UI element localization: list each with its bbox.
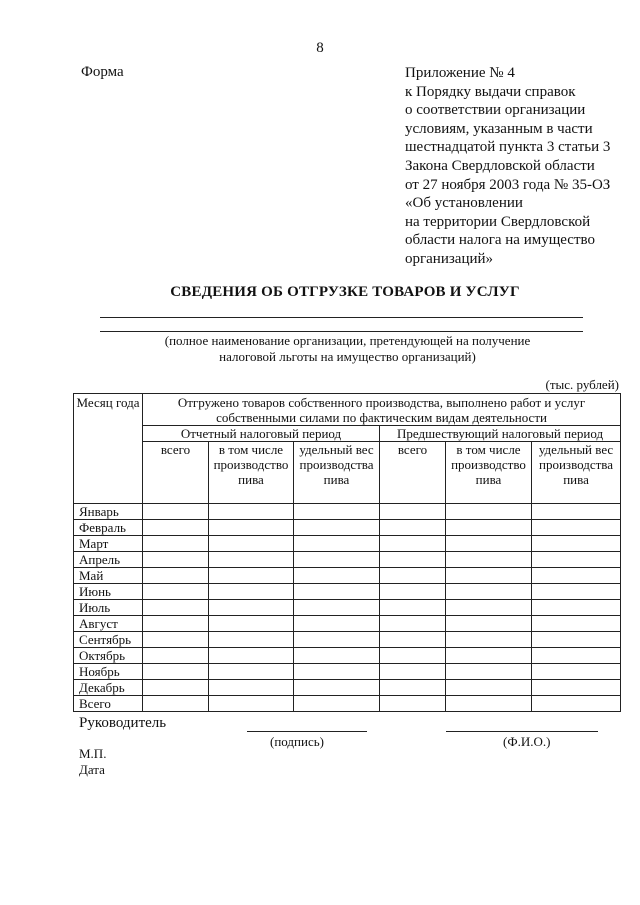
month-cell: Январь xyxy=(74,504,143,520)
table-row xyxy=(74,520,621,536)
header-total: всего xyxy=(143,442,209,504)
value-cell[interactable] xyxy=(143,504,209,520)
value-cell[interactable] xyxy=(294,648,380,664)
value-cell[interactable] xyxy=(143,696,209,712)
month-cell: Сентябрь xyxy=(74,632,143,648)
value-cell[interactable] xyxy=(294,520,380,536)
appendix-line: условиям, указанным в части xyxy=(405,120,593,137)
value-cell[interactable] xyxy=(294,536,380,552)
org-name-caption xyxy=(100,333,595,365)
value-cell[interactable] xyxy=(532,664,621,680)
value-cell[interactable] xyxy=(380,680,446,696)
table-row xyxy=(74,568,621,584)
value-cell[interactable] xyxy=(532,568,621,584)
value-cell[interactable] xyxy=(209,664,294,680)
appendix-line: «Об установлении xyxy=(405,195,523,212)
shipment-table xyxy=(73,393,621,712)
value-cell[interactable] xyxy=(446,680,532,696)
head-label: Руководитель xyxy=(79,715,167,731)
value-cell[interactable] xyxy=(532,520,621,536)
value-cell[interactable] xyxy=(209,584,294,600)
value-cell[interactable] xyxy=(380,504,446,520)
value-cell[interactable] xyxy=(380,552,446,568)
full-name-caption: (Ф.И.О.) xyxy=(503,734,551,749)
value-cell[interactable] xyxy=(380,632,446,648)
value-cell[interactable] xyxy=(294,664,380,680)
value-cell[interactable] xyxy=(209,600,294,616)
table-row-total xyxy=(74,696,621,712)
value-cell[interactable] xyxy=(446,696,532,712)
appendix-line: к Порядку выдачи справок xyxy=(405,83,576,100)
stamp-label: М.П. xyxy=(79,746,107,761)
value-cell[interactable] xyxy=(446,600,532,616)
value-cell[interactable] xyxy=(380,616,446,632)
value-cell[interactable] xyxy=(143,536,209,552)
value-cell[interactable] xyxy=(532,552,621,568)
value-cell[interactable] xyxy=(532,584,621,600)
value-cell[interactable] xyxy=(380,600,446,616)
value-cell[interactable] xyxy=(143,680,209,696)
document-title: СВЕДЕНИЯ ОБ ОТГРУЗКЕ ТОВАРОВ И УСЛУГ xyxy=(170,284,520,300)
value-cell[interactable] xyxy=(143,632,209,648)
value-cell[interactable] xyxy=(143,520,209,536)
value-cell[interactable] xyxy=(143,664,209,680)
table-row xyxy=(74,584,621,600)
value-cell[interactable] xyxy=(380,696,446,712)
month-cell: Июнь xyxy=(74,584,143,600)
value-cell[interactable] xyxy=(380,536,446,552)
value-cell[interactable] xyxy=(446,520,532,536)
table-row xyxy=(74,600,621,616)
value-cell[interactable] xyxy=(446,584,532,600)
value-cell[interactable] xyxy=(446,536,532,552)
appendix-line: Приложение № 4 xyxy=(405,65,515,81)
value-cell[interactable] xyxy=(532,536,621,552)
table-row xyxy=(74,664,621,680)
appendix-line: шестнадцатой пункта 3 статьи 3 xyxy=(405,139,611,156)
value-cell[interactable] xyxy=(143,600,209,616)
appendix-line: области налога на имущество xyxy=(405,232,595,249)
month-cell: Февраль xyxy=(74,520,143,536)
value-cell[interactable] xyxy=(294,632,380,648)
header-shipped: Отгружено товаров собственного производства, выполнено работ и услуг собственными силами по фактическим видам деятельности xyxy=(143,394,621,426)
value-cell[interactable] xyxy=(209,632,294,648)
value-cell[interactable] xyxy=(532,648,621,664)
header-current-period: Отчетный налоговый период xyxy=(143,426,380,442)
table-row xyxy=(74,536,621,552)
value-cell[interactable] xyxy=(294,584,380,600)
header-previous-period: Предшествующий налоговый период xyxy=(380,426,621,442)
value-cell[interactable] xyxy=(446,632,532,648)
appendix-line: организаций» xyxy=(405,250,494,267)
value-cell[interactable] xyxy=(380,664,446,680)
value-cell[interactable] xyxy=(143,648,209,664)
month-cell: Май xyxy=(74,568,143,584)
value-cell[interactable] xyxy=(209,648,294,664)
appendix-line: о соответствии организации xyxy=(405,102,586,119)
full-name-line[interactable] xyxy=(446,731,598,732)
month-cell: Декабрь xyxy=(74,680,143,696)
value-cell[interactable] xyxy=(209,696,294,712)
table-row xyxy=(74,632,621,648)
signature-line[interactable] xyxy=(247,731,367,732)
table-row xyxy=(74,552,621,568)
page-number: 8 xyxy=(316,40,324,56)
date-label: Дата xyxy=(79,762,105,777)
value-cell[interactable] xyxy=(143,568,209,584)
total-cell: Всего xyxy=(74,696,143,712)
value-cell[interactable] xyxy=(446,648,532,664)
appendix-line: от 27 ноября 2003 года № 35-ОЗ xyxy=(405,176,611,193)
value-cell[interactable] xyxy=(446,568,532,584)
header-beer-share: удельный вес производства пива xyxy=(532,442,621,504)
value-cell[interactable] xyxy=(532,632,621,648)
appendix-reference xyxy=(405,64,610,269)
value-cell[interactable] xyxy=(532,504,621,520)
table-row xyxy=(74,648,621,664)
value-cell[interactable] xyxy=(532,616,621,632)
value-cell[interactable] xyxy=(446,552,532,568)
value-cell[interactable] xyxy=(294,696,380,712)
value-cell[interactable] xyxy=(294,504,380,520)
unit-label: (тыс. рублей) xyxy=(545,377,619,392)
value-cell[interactable] xyxy=(143,616,209,632)
value-cell[interactable] xyxy=(532,600,621,616)
org-name-line-2 xyxy=(100,331,583,332)
header-beer-share: удельный вес производства пива xyxy=(294,442,380,504)
caption-line: (полное наименование организации, претендующей на получение xyxy=(164,333,531,348)
form-label: Форма xyxy=(81,64,124,80)
value-cell[interactable] xyxy=(294,616,380,632)
value-cell[interactable] xyxy=(294,680,380,696)
table-row xyxy=(74,680,621,696)
month-cell: Ноябрь xyxy=(74,664,143,680)
caption-line: налоговой льготы на имущество организаций) xyxy=(219,349,476,364)
month-cell: Август xyxy=(74,616,143,632)
header-total: всего xyxy=(380,442,446,504)
appendix-line: на территории Свердловской xyxy=(405,213,591,230)
value-cell[interactable] xyxy=(446,616,532,632)
header-beer-production: в том числе производство пива xyxy=(209,442,294,504)
value-cell[interactable] xyxy=(209,520,294,536)
value-cell[interactable] xyxy=(446,664,532,680)
month-cell: Апрель xyxy=(74,552,143,568)
appendix-line: Закона Свердловской области xyxy=(405,157,595,174)
header-month: Месяц года xyxy=(74,394,143,504)
value-cell[interactable] xyxy=(380,648,446,664)
header-beer-production: в том числе производство пива xyxy=(446,442,532,504)
value-cell[interactable] xyxy=(209,568,294,584)
value-cell[interactable] xyxy=(294,600,380,616)
org-name-line-1 xyxy=(100,317,583,318)
table-row xyxy=(74,504,621,520)
value-cell[interactable] xyxy=(532,696,621,712)
value-cell[interactable] xyxy=(532,680,621,696)
value-cell[interactable] xyxy=(446,504,532,520)
signature-caption: (подпись) xyxy=(270,734,324,749)
table-row xyxy=(74,616,621,632)
month-cell: Июль xyxy=(74,600,143,616)
value-cell[interactable] xyxy=(294,552,380,568)
value-cell[interactable] xyxy=(209,552,294,568)
value-cell[interactable] xyxy=(209,536,294,552)
value-cell[interactable] xyxy=(143,552,209,568)
month-cell: Октябрь xyxy=(74,648,143,664)
month-cell: Март xyxy=(74,536,143,552)
value-cell[interactable] xyxy=(380,520,446,536)
value-cell[interactable] xyxy=(380,584,446,600)
value-cell[interactable] xyxy=(209,504,294,520)
value-cell[interactable] xyxy=(143,584,209,600)
value-cell[interactable] xyxy=(209,616,294,632)
value-cell[interactable] xyxy=(294,568,380,584)
value-cell[interactable] xyxy=(380,568,446,584)
value-cell[interactable] xyxy=(209,680,294,696)
